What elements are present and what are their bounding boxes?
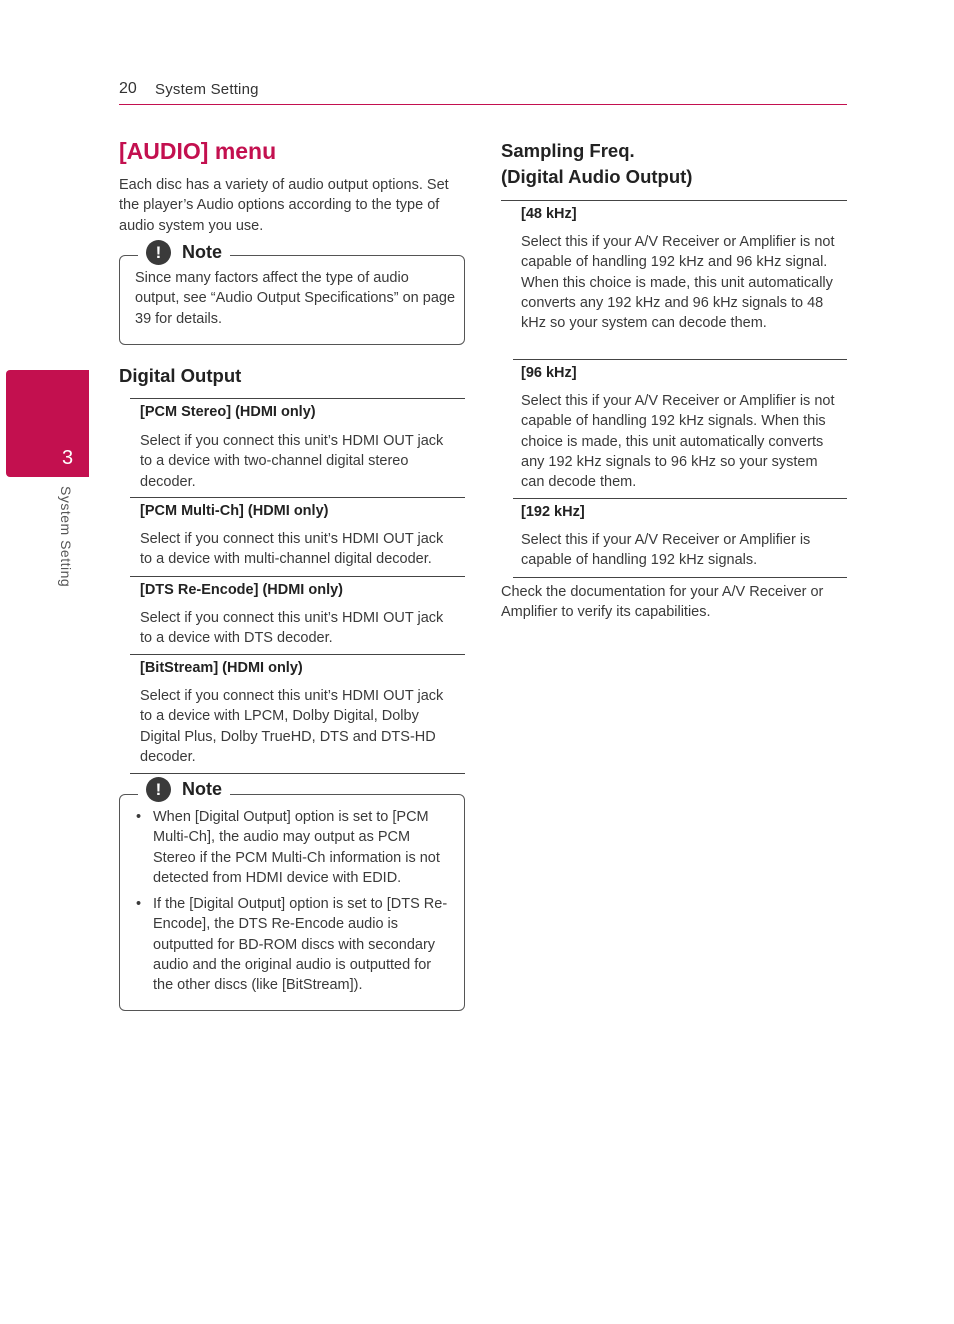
note-text: Since many factors affect the type of audio output, see “Audio Output Specifications” on page 39 for details. bbox=[135, 270, 456, 327]
exclamation-icon: ! bbox=[146, 240, 171, 265]
digital-output-heading: Digital Output bbox=[119, 365, 242, 386]
divider bbox=[130, 773, 465, 774]
option-desc: Select if you connect this unit’s HDMI OUT jack to a device with two-channel digital stereo decoder. bbox=[140, 433, 444, 490]
divider bbox=[513, 577, 847, 578]
option-title: [PCM Multi-Ch] (HDMI only) bbox=[140, 503, 329, 519]
divider bbox=[513, 359, 847, 360]
intro-text: Each disc has a variety of audio output options. Set the player’s Audio options according to the type of audio system you use. bbox=[119, 177, 449, 234]
option-title: [PCM Stereo] (HDMI only) bbox=[140, 404, 316, 420]
option-title: [48 kHz] bbox=[521, 206, 577, 222]
note-header bbox=[138, 777, 230, 802]
option-title: [BitStream] (HDMI only) bbox=[140, 660, 303, 676]
option-desc: Select this if your A/V Receiver or Amplifier is not capable of handling 192 kHz and 96 kHz signal. When this choice is made, this unit automatically converts any 192 kHz and 96 kHz signals to 48 kHz so your system can decode them. bbox=[521, 234, 835, 332]
option-desc: Select this if your A/V Receiver or Amplifier is capable of handling 192 kHz signals. bbox=[521, 532, 811, 569]
divider bbox=[130, 497, 465, 498]
option-title: [192 kHz] bbox=[521, 504, 585, 520]
option-desc: Select this if your A/V Receiver or Amplifier is not capable of handling 192 kHz signals. When this choice is made, this unit automatically converts any 192 kHz signals to 96 kHz so your system can decode them. bbox=[521, 393, 835, 491]
note-bullet: • If the [Digital Output] option is set to [DTS Re-Encode], the DTS Re-Encode audio is outputted for BD-ROM discs with secondary audio and the original audio is outputted for the other discs (like [BitStream]). bbox=[134, 894, 452, 995]
chapter-tab bbox=[6, 370, 89, 477]
option-desc: Select if you connect this unit’s HDMI OUT jack to a device with LPCM, Dolby Digital, Dolby Digital Plus, Dolby TrueHD, DTS and DTS-HD decoder. bbox=[140, 688, 444, 765]
divider bbox=[513, 498, 847, 499]
chapter-number: 3 bbox=[62, 447, 74, 469]
note-label: Note bbox=[182, 779, 222, 799]
divider bbox=[130, 576, 465, 577]
sampling-freq-title: Sampling Freq. bbox=[501, 140, 635, 161]
sampling-freq-heading bbox=[501, 138, 847, 190]
page-title: [AUDIO] menu bbox=[119, 138, 277, 164]
sampling-freq-subtitle: (Digital Audio Output) bbox=[501, 166, 693, 187]
note-bullet-list bbox=[134, 807, 452, 1002]
option-desc: Select if you connect this unit’s HDMI OUT jack to a device with DTS decoder. bbox=[140, 610, 444, 647]
divider bbox=[130, 654, 465, 655]
exclamation-icon: ! bbox=[146, 777, 171, 802]
note-bullet: • When [Digital Output] option is set to [PCM Multi-Ch], the audio may output as PCM Stereo if the PCM Multi-Ch information is not detected from HDMI device with EDID. bbox=[134, 807, 452, 888]
closing-text: Check the documentation for your A/V Receiver or Amplifier to verify its capabilities. bbox=[501, 584, 824, 621]
note-header bbox=[138, 240, 230, 265]
note-label: Note bbox=[182, 242, 222, 262]
option-desc: Select if you connect this unit’s HDMI OUT jack to a device with multi-channel digital decoder. bbox=[140, 531, 444, 568]
chapter-label: System Setting bbox=[58, 486, 74, 588]
divider bbox=[513, 200, 847, 201]
option-title: [DTS Re-Encode] (HDMI only) bbox=[140, 582, 343, 598]
section-header: System Setting bbox=[155, 81, 259, 98]
divider bbox=[130, 398, 465, 399]
option-title: [96 kHz] bbox=[521, 365, 577, 381]
header-rule bbox=[119, 104, 847, 105]
page-number: 20 bbox=[119, 80, 137, 97]
